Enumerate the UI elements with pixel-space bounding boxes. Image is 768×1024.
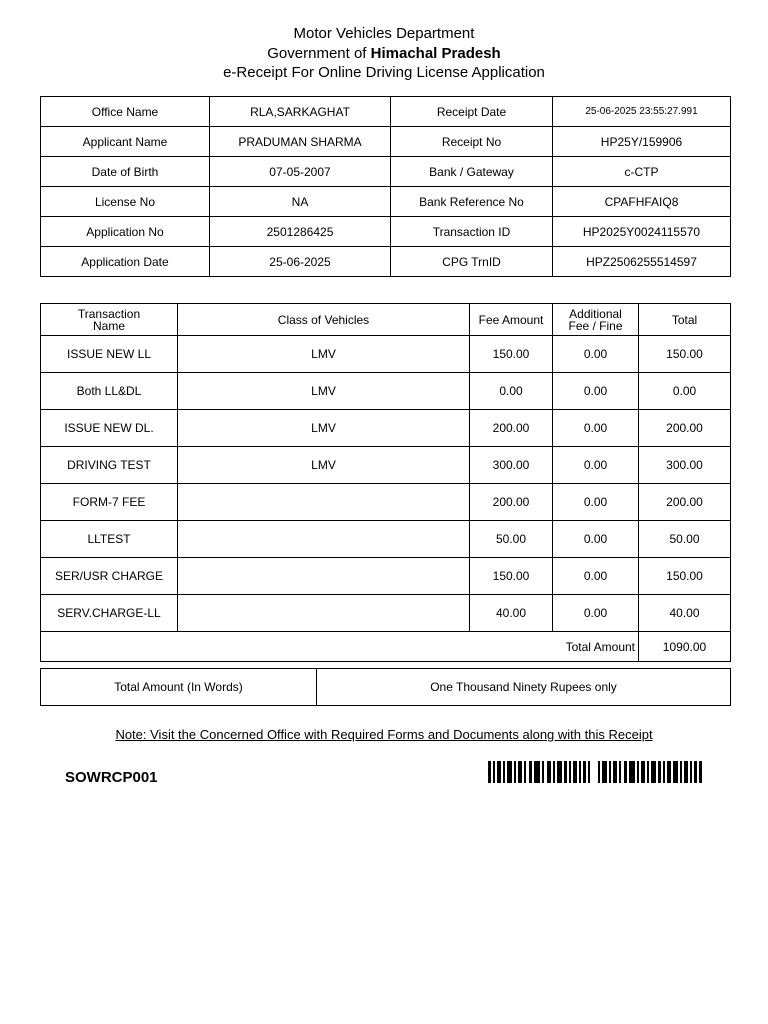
header-total: Total [639,304,731,336]
fee-total: 150.00 [639,336,731,373]
fee-row [41,447,731,484]
fee-vehicle-class: LMV [178,410,470,447]
fee-row [41,373,731,410]
info-row [41,187,731,217]
fee-vehicle-class [178,521,470,558]
fee-row [41,410,731,447]
state-name: Himachal Pradesh [370,45,501,62]
info-value: CPAFHFAIQ8 [553,187,731,217]
fee-vehicle-class: LMV [178,373,470,410]
info-value: RLA,SARKAGHAT [210,97,391,127]
info-label: Bank Reference No [391,187,553,217]
fee-total: 40.00 [639,595,731,632]
info-row [41,247,731,277]
fee-row [41,595,731,632]
amount-in-words-table [40,668,731,706]
header-class-of-vehicles: Class of Vehicles [178,304,470,336]
info-label: License No [41,187,210,217]
fee-row [41,558,731,595]
info-row [41,127,731,157]
government-line [0,44,768,63]
info-value: 25-06-2025 23:55:27.991 [553,97,731,127]
fee-total: 200.00 [639,484,731,521]
fee-vehicle-class: LMV [178,447,470,484]
fee-total: 0.00 [639,373,731,410]
fee-total: 300.00 [639,447,731,484]
fee-amount: 150.00 [470,336,553,373]
fee-additional: 0.00 [553,373,639,410]
fee-vehicle-class: LMV [178,336,470,373]
fee-transaction-name: ISSUE NEW DL. [41,410,178,447]
info-value: HP25Y/159906 [553,127,731,157]
info-label: CPG TrnID [391,247,553,277]
info-label: Bank / Gateway [391,157,553,187]
total-amount-value: 1090.00 [639,632,731,662]
fee-row [41,484,731,521]
fee-table-header [41,304,731,336]
fee-amount: 300.00 [470,447,553,484]
fee-additional: 0.00 [553,558,639,595]
fee-additional: 0.00 [553,595,639,632]
amount-in-words-label: Total Amount (In Words) [41,669,317,706]
header-transaction-name: Transaction Name [41,304,178,336]
info-value: 07-05-2007 [210,157,391,187]
fee-transaction-name: SERV.CHARGE-LL [41,595,178,632]
total-amount-row [41,632,731,662]
fee-amount: 200.00 [470,484,553,521]
info-row [41,157,731,187]
applicant-info-table [40,96,731,277]
fee-vehicle-class [178,558,470,595]
info-label: Office Name [41,97,210,127]
fee-amount: 150.00 [470,558,553,595]
receipt-title: e-Receipt For Online Driving License Application [223,64,545,81]
fee-additional: 0.00 [553,484,639,521]
fee-transaction-name: FORM-7 FEE [41,484,178,521]
info-value: HP2025Y0024115570 [553,217,731,247]
fee-additional: 0.00 [553,447,639,484]
fee-transaction-name: DRIVING TEST [41,447,178,484]
fee-transaction-name: ISSUE NEW LL [41,336,178,373]
fee-row [41,521,731,558]
fee-transaction-name: LLTEST [41,521,178,558]
fee-transaction-name: Both LL&DL [41,373,178,410]
fee-additional: 0.00 [553,410,639,447]
fee-total: 50.00 [639,521,731,558]
fee-vehicle-class [178,484,470,521]
info-row [41,217,731,247]
fee-amount: 40.00 [470,595,553,632]
info-label: Transaction ID [391,217,553,247]
info-label: Application Date [41,247,210,277]
government-prefix: Government of [267,45,371,62]
receipt-note: Note: Visit the Concerned Office with Required Forms and Documents along with this Receipt [115,727,653,742]
header-fee-amount: Fee Amount [470,304,553,336]
department-title: Motor Vehicles Department [293,25,475,42]
fee-amount: 50.00 [470,521,553,558]
info-label: Applicant Name [41,127,210,157]
info-value: c-CTP [553,157,731,187]
receipt-code: SOWRCP001 [65,769,158,786]
info-value: 2501286425 [210,217,391,247]
fee-total: 200.00 [639,410,731,447]
fee-row [41,336,731,373]
info-row [41,97,731,127]
header-additional-fee: Additional Fee / Fine [553,304,639,336]
fee-total: 150.00 [639,558,731,595]
fee-additional: 0.00 [553,336,639,373]
fee-amount: 0.00 [470,373,553,410]
info-value: NA [210,187,391,217]
fee-table [40,303,731,662]
info-label: Receipt Date [391,97,553,127]
info-value: HPZ2506255514597 [553,247,731,277]
info-value: 25-06-2025 [210,247,391,277]
fee-transaction-name: SER/USR CHARGE [41,558,178,595]
info-label: Application No [41,217,210,247]
fee-additional: 0.00 [553,521,639,558]
info-label: Date of Birth [41,157,210,187]
total-amount-label: Total Amount [41,632,639,662]
fee-vehicle-class [178,595,470,632]
info-label: Receipt No [391,127,553,157]
info-value: PRADUMAN SHARMA [210,127,391,157]
fee-amount: 200.00 [470,410,553,447]
barcode-image [488,761,702,783]
amount-in-words-value: One Thousand Ninety Rupees only [317,669,731,706]
